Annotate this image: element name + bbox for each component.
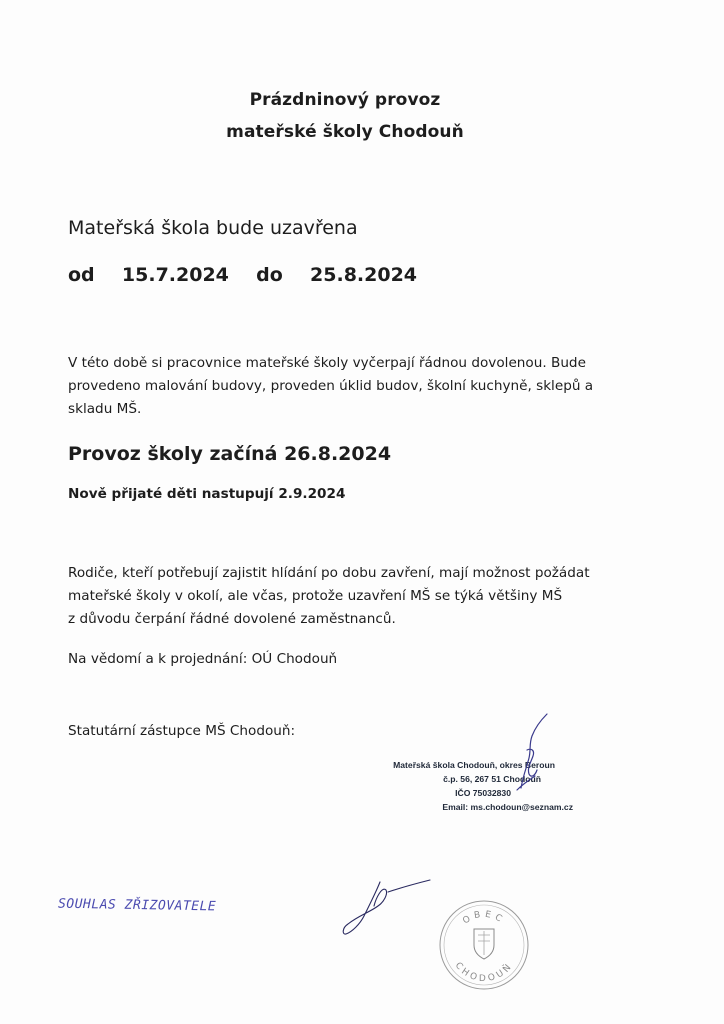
stamp-line-2: č.p. 56, 267 51 Chodouň [443,774,541,784]
acknowledgement: Na vědomí a k projednání: OÚ Chodouň [68,651,338,667]
closure-dates [68,264,417,286]
document-title-line-2: mateřské školy Chodouň [226,122,464,142]
document-title-line-1: Prázdninový provoz [249,90,441,110]
from-date: 15.7.2024 [121,264,229,286]
director-signature [505,710,555,800]
from-label: od [68,264,95,286]
svg-text:OBEC [461,910,507,927]
coat-of-arms-icon [474,929,494,959]
to-label: do [256,264,283,286]
closure-heading: Mateřská škola bude uzavřena [68,217,358,239]
reopen-date: Provoz školy začíná 26.8.2024 [68,443,392,465]
parents-line-1: Rodiče, kteří potřebují zajistit hlídání po dobu zavření, mají možnost požádat [68,565,590,581]
signature-label: Statutární zástupce MŠ Chodouň: [68,723,296,739]
stamp-line-4: Email: ms.chodoun@seznam.cz [442,802,573,812]
mayor-signature [330,872,440,942]
svg-text:CHODOUŇ [453,960,516,984]
consent-note: SOUHLAS ZŘIZOVATELE [57,896,217,915]
municipal-seal [436,897,532,993]
seal-top-text: OBEC [461,909,507,927]
parents-line-2: mateřské školy v okolí, ale včas, protože uzavření MŠ se týká většiny MŠ [68,588,563,604]
parents-line-3: z důvodu čerpání řádné dovolené zaměstnanců. [68,611,396,627]
to-date: 25.8.2024 [310,264,418,286]
stamp-line-3: IČO 75032830 [455,788,511,798]
seal-bottom-text: CHODOUŇ [452,960,516,985]
stamp-line-1: Mateřská škola Chodouň, okres Beroun [393,760,555,770]
info-paragraph: V této době si pracovnice mateřské školy vyčerpají řádnou dovolenou. Bude provedeno malování budovy, proveden úklid budov, školní kuchyně, sklepů a skladu MŠ. [68,355,594,417]
new-children-start: Nově přijaté děti nastupují 2.9.2024 [68,486,346,502]
